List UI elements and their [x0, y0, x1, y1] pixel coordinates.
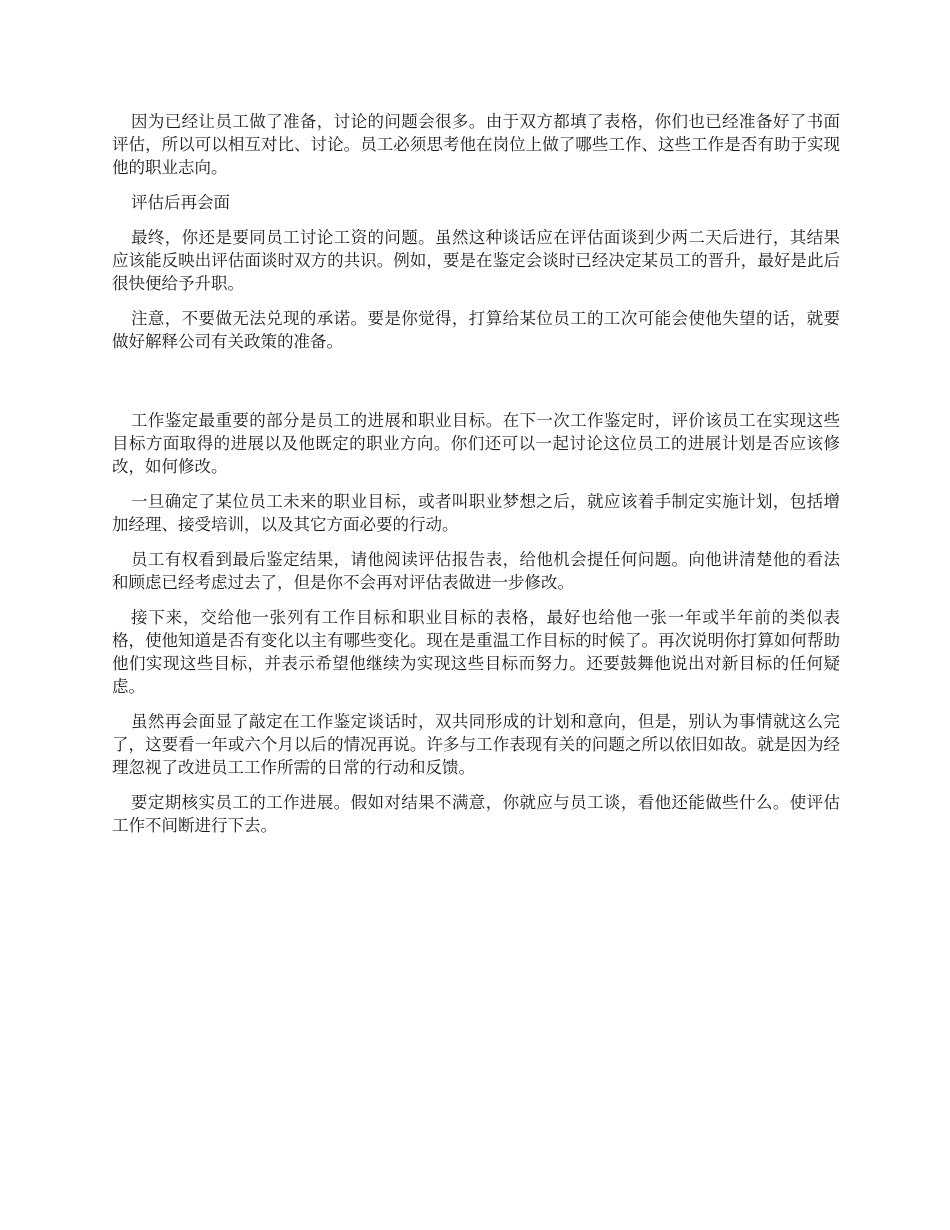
- section-heading: 评估后再会面: [131, 193, 230, 212]
- paragraph-preparation: 因为已经让员工做了准备，讨论的问题会很多。由于双方都填了表格，你们也已经准备好了书面评估，所以可以相互对比、讨论。员工必须思考他在岗位上做了哪些工作、这些工作是否有助于实现他的职业志向。: [112, 112, 840, 177]
- paragraph-salary: 最终，你还是要同员工讨论工资的问题。虽然这种谈话应在评估面谈到少两二天后进行，其结果应该能反映出评估面谈时双方的共识。例如，要是在鉴定会谈时已经决定某员工的晋升，最好是此后很快便给予升职。: [112, 228, 840, 293]
- paragraph-periodic-check: 要定期核实员工的工作进展。假如对结果不满意，你就应与员工谈，看他还能做些什么。使评估工作不间断进行下去。: [112, 793, 840, 835]
- section-spacer: [112, 365, 840, 409]
- paragraph-action-plan: 一旦确定了某位员工未来的职业目标，或者叫职业梦想之后，就应该着手制定实施计划，包括增加经理、接受培训，以及其它方面必要的行动。: [112, 492, 840, 534]
- paragraph-promises: 注意，不要做无法兑现的承诺。要是你觉得，打算给某位员工的工次可能会使他失望的话，就要做好解释公司有关政策的准备。: [112, 309, 840, 351]
- paragraph-follow-up: 虽然再会面显了敲定在工作鉴定谈话时，双共同形成的计划和意向，但是，别认为事情就这么完了，这要看一年或六个月以后的情况再说。许多与工作表现有关的问题之所以依旧如故。就是因为经理忽视了改进员工工作所需的日常的行动和反馈。: [112, 712, 840, 777]
- paragraph-goal-form: 接下来，交给他一张列有工作目标和职业目标的表格，最好也给他一张一年或半年前的类似表格，使他知道是否有变化以主有哪些变化。现在是重温工作目标的时候了。再次说明你打算如何帮助他们实现这些目标，并表示希望他继续为实现这些目标而努力。还要鼓舞他说出对新目标的任何疑虑。: [112, 608, 840, 696]
- document-page: [112, 110, 840, 849]
- paragraph-career-goals: 工作鉴定最重要的部分是员工的进展和职业目标。在下一次工作鉴定时，评价该员工在实现这些目标方面取得的进展以及他既定的职业方向。你们还可以一起讨论这位员工的进展计划是否应该修改，如何修改。: [112, 411, 840, 476]
- paragraph-final-results: 员工有权看到最后鉴定结果，请他阅读评估报告表，给他机会提任何问题。向他讲清楚他的看法和顾虑已经考虑过去了，但是你不会再对评估表做进一步修改。: [112, 550, 840, 592]
